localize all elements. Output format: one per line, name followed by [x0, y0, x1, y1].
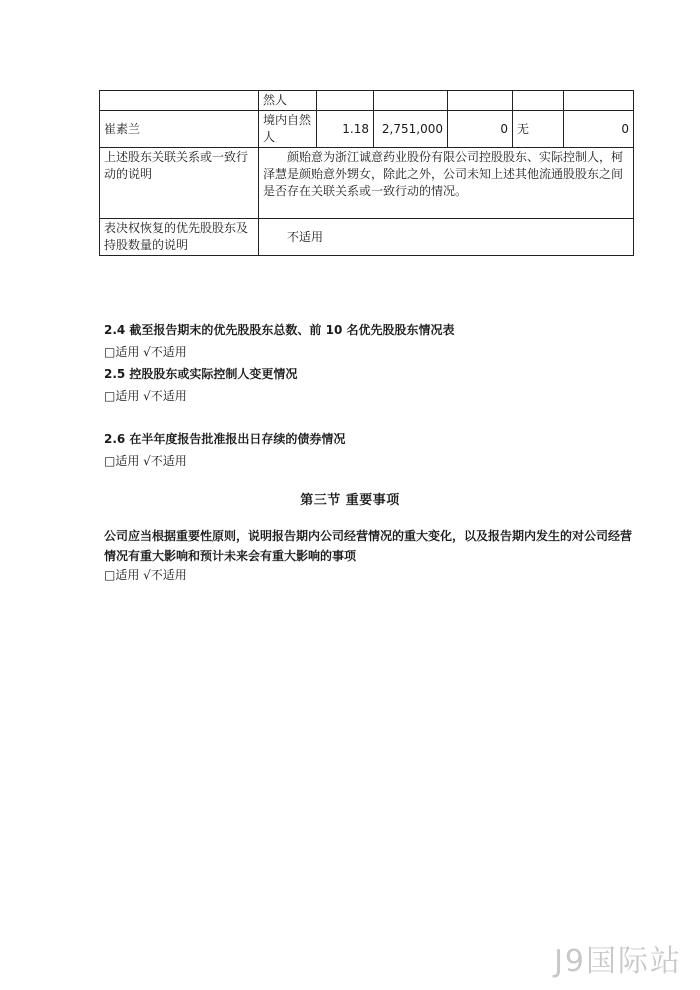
applicability-option: □适用 √不适用 [104, 389, 187, 403]
applicability-option: □适用 √不适用 [104, 454, 187, 468]
section-heading: 2.4 截至报告期末的优先股股东总数、前 10 名优先股股东情况表 [104, 323, 455, 337]
table-row [100, 219, 634, 256]
cell-name [100, 91, 259, 111]
applicability-option: □适用 √不适用 [104, 568, 187, 582]
table-row [100, 111, 634, 148]
relation-text: 颜贻意为浙江诚意药业股份有限公司控股股东、实际控制人，柯泽慧是颜贻意外甥女，除此之外，公司未知上述其他流通股股东之间是否存在关联关系或一致行动的情况。 [259, 148, 634, 219]
cell-shares: 2,751,000 [374, 111, 448, 148]
section-2-4 [104, 321, 455, 361]
cell-restricted: 0 [448, 111, 513, 148]
relation-label: 上述股东关联关系或一致行动的说明 [100, 148, 259, 219]
shareholder-table [99, 90, 634, 256]
cell-ratio: 1.18 [317, 111, 374, 148]
chapter-title: 第三节 重要事项 [300, 493, 400, 508]
section-heading: 2.6 在半年度报告批准报出日存续的债券情况 [104, 432, 346, 446]
cell-name: 崔素兰 [100, 111, 259, 148]
chapter-paragraph: 公司应当根据重要性原则，说明报告期内公司经营情况的重大变化，以及报告期内发生的对公司经营情况有重大影响和预计未来会有重大影响的事项 [104, 529, 633, 563]
applicability-option: □适用 √不适用 [104, 345, 187, 359]
section-heading: 2.5 控股股东或实际控制人变更情况 [104, 367, 298, 381]
voting-text: 不适用 [259, 219, 634, 256]
chapter-section [104, 526, 634, 584]
table-row [100, 91, 634, 111]
cell-pledge-qty: 0 [564, 111, 634, 148]
section-2-6 [104, 430, 345, 470]
voting-label: 表决权恢复的优先股股东及持股数量的说明 [100, 219, 259, 256]
cell-type: 境内自然人 [259, 111, 317, 148]
cell-type: 然人 [259, 91, 317, 111]
section-2-5 [104, 365, 297, 405]
watermark: J9国际站 [554, 944, 682, 979]
table-row [100, 148, 634, 219]
cell-pledge-status: 无 [513, 111, 564, 148]
